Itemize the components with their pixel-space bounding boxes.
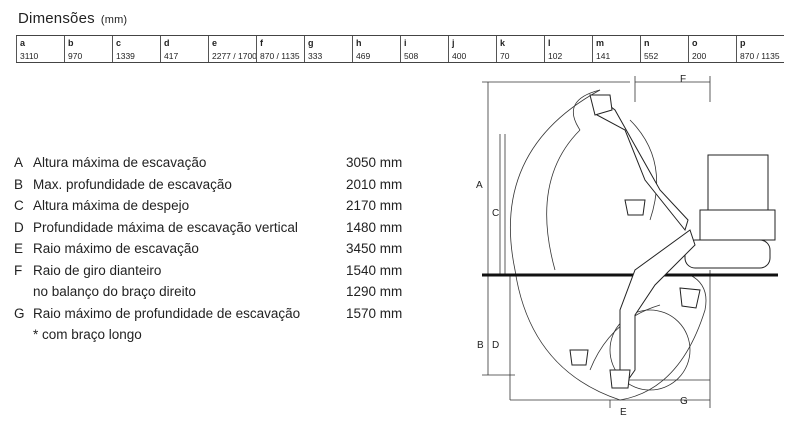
label-E: E bbox=[620, 407, 627, 418]
dim-value: 970 bbox=[68, 51, 83, 61]
spec-row bbox=[14, 263, 414, 285]
title-unit: (mm) bbox=[100, 14, 128, 26]
page-title bbox=[18, 10, 127, 27]
spec-row bbox=[14, 306, 414, 328]
spec-label: Raio de giro dianteiro bbox=[33, 262, 162, 278]
dim-column bbox=[160, 36, 208, 62]
dim-key: h bbox=[356, 38, 362, 48]
spec-list bbox=[14, 155, 414, 349]
spec-label: Raio máximo de profundidade de escavação bbox=[33, 305, 301, 321]
spec-letter: A bbox=[14, 155, 24, 170]
dim-value: 3110 bbox=[20, 51, 39, 61]
spec-label: Raio máximo de escavação bbox=[33, 241, 199, 256]
dimensions-table bbox=[16, 35, 784, 63]
spec-row bbox=[14, 241, 414, 263]
spec-row bbox=[14, 284, 414, 306]
label-C: C bbox=[492, 208, 500, 219]
label-A: A bbox=[476, 180, 483, 191]
label-B: B bbox=[477, 340, 484, 351]
spec-label: Altura máxima de despejo bbox=[33, 198, 190, 213]
dim-value: 1339 bbox=[116, 51, 135, 61]
label-G: G bbox=[680, 396, 688, 407]
spec-value: 3450 mm bbox=[346, 241, 403, 256]
spec-value: 2010 mm bbox=[346, 176, 403, 192]
spec-label: no balanço do braço direito bbox=[33, 284, 196, 299]
dim-column bbox=[16, 36, 64, 62]
dim-column bbox=[496, 36, 544, 62]
dim-column bbox=[592, 36, 640, 62]
dim-column bbox=[400, 36, 448, 62]
dim-value: 70 bbox=[500, 51, 510, 61]
dim-column bbox=[64, 36, 112, 62]
label-F: F bbox=[680, 74, 687, 85]
dim-value: 870 / 1135 bbox=[740, 51, 780, 61]
dim-value: 870 / 1135 bbox=[260, 51, 300, 61]
spec-letter: C bbox=[14, 198, 24, 213]
dim-column bbox=[640, 36, 688, 62]
dim-value: 469 bbox=[356, 51, 371, 61]
spec-letter: D bbox=[14, 219, 24, 235]
spec-letter: G bbox=[14, 305, 25, 321]
spec-value: 1480 mm bbox=[346, 219, 403, 235]
spec-label: Altura máxima de escavação bbox=[33, 155, 207, 170]
dim-value: 102 bbox=[548, 51, 563, 61]
dim-key: o bbox=[692, 38, 698, 48]
dim-value: 333 bbox=[308, 51, 323, 61]
dim-value: 552 bbox=[644, 51, 659, 61]
spec-row bbox=[14, 220, 414, 242]
dim-key: p bbox=[740, 38, 746, 48]
dim-key: l bbox=[548, 38, 551, 48]
dim-key: g bbox=[308, 38, 314, 48]
dim-column bbox=[352, 36, 400, 62]
dim-column bbox=[304, 36, 352, 62]
spec-label: Max. profundidade de escavação bbox=[33, 176, 232, 192]
dim-key: f bbox=[260, 38, 263, 48]
dim-value: 400 bbox=[452, 51, 467, 61]
dim-key: e bbox=[212, 38, 218, 48]
spec-row bbox=[14, 198, 414, 220]
spec-row bbox=[14, 155, 414, 177]
spec-value: 2170 mm bbox=[346, 198, 403, 213]
dim-key: m bbox=[596, 38, 605, 48]
dim-key: k bbox=[500, 38, 506, 48]
dim-column bbox=[544, 36, 592, 62]
dim-column bbox=[448, 36, 496, 62]
dim-column bbox=[688, 36, 736, 62]
dim-key: i bbox=[404, 38, 407, 48]
spec-value: 1570 mm bbox=[346, 305, 403, 321]
dim-key: n bbox=[644, 38, 650, 48]
spec-row bbox=[14, 177, 414, 199]
dim-value: 508 bbox=[404, 51, 419, 61]
dim-column bbox=[256, 36, 304, 62]
spec-value: 1290 mm bbox=[346, 284, 403, 299]
spec-label: Profundidade máxima de escavação vertical bbox=[33, 219, 298, 235]
dim-key: a bbox=[20, 38, 26, 48]
dim-key: d bbox=[164, 38, 170, 48]
label-D: D bbox=[492, 340, 500, 351]
spec-letter: E bbox=[14, 241, 24, 256]
dim-key: c bbox=[116, 38, 122, 48]
dim-column bbox=[208, 36, 256, 62]
dim-value: 2277 / 1700 bbox=[212, 51, 257, 61]
dim-key: b bbox=[68, 38, 74, 48]
dim-column bbox=[736, 36, 784, 62]
title-text: Dimensões bbox=[18, 10, 95, 27]
dim-value: 141 bbox=[596, 51, 611, 61]
dim-value: 417 bbox=[164, 51, 179, 61]
spec-value: 3050 mm bbox=[346, 155, 403, 170]
excavator-working-range-diagram bbox=[460, 70, 780, 420]
spec-letter: F bbox=[14, 262, 23, 278]
spec-value: 1540 mm bbox=[346, 262, 403, 278]
spec-label: * com braço longo bbox=[33, 327, 142, 342]
spec-row bbox=[14, 327, 414, 349]
dim-column bbox=[112, 36, 160, 62]
spec-letter: B bbox=[14, 176, 24, 192]
dim-value: 200 bbox=[692, 51, 707, 61]
dim-key: j bbox=[452, 38, 455, 48]
